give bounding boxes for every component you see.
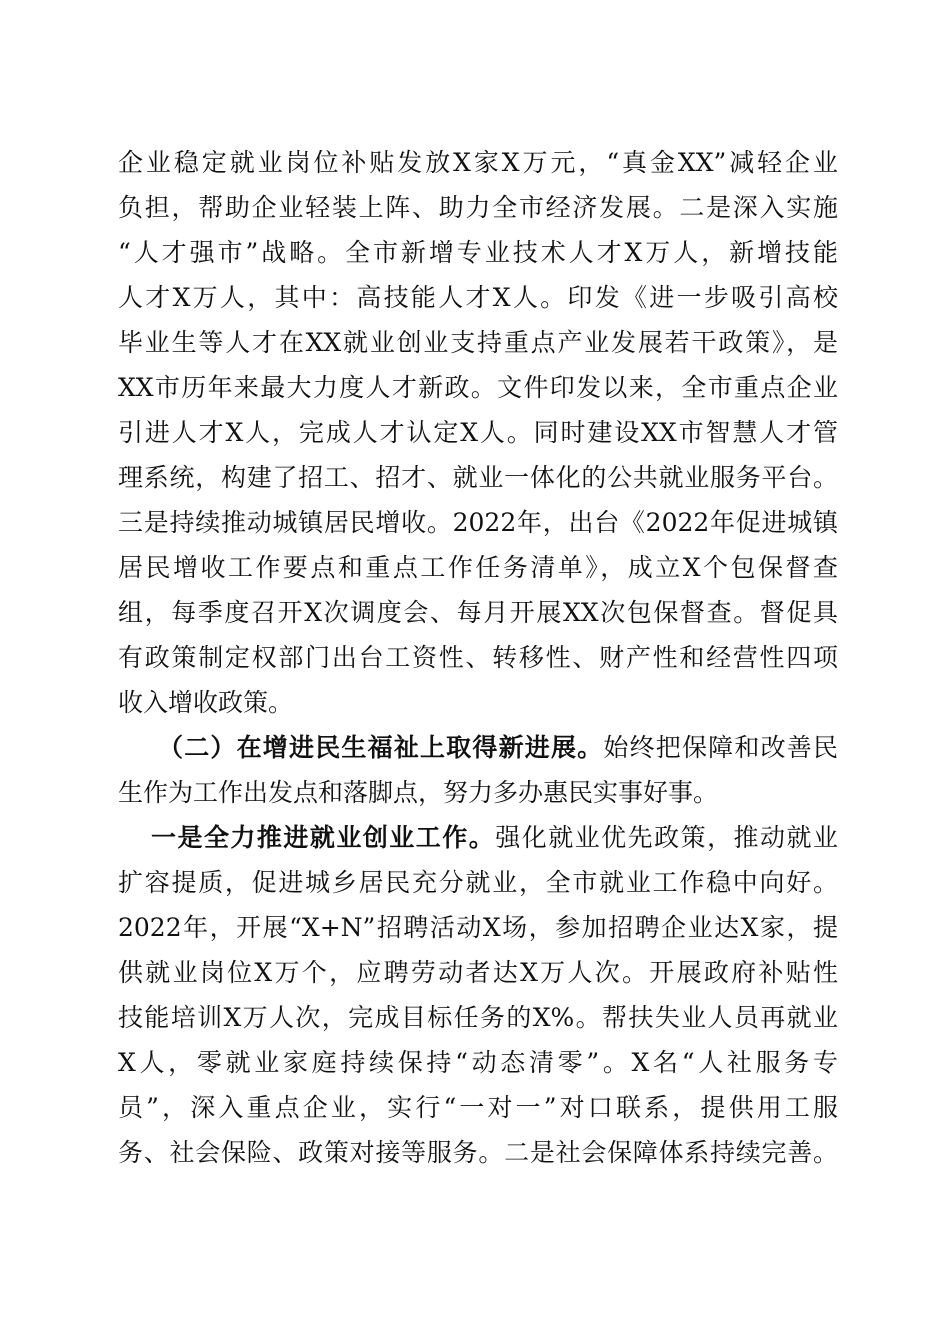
paragraph-lead-rest: 强化就业优先政策，推动就业 (495, 823, 838, 852)
text-line: X人，零就业家庭持续保持“动态清零”。X名“人社服务专 (118, 1048, 838, 1077)
text-line: “人才强市”战略。全市新增专业技术人才X万人，新增技能 (118, 238, 838, 267)
text-line: XX市历年来最大力度人才新政。文件印发以来，全市重点企业 (118, 373, 838, 402)
text-line: 引进人才X人，完成人才认定X人。同时建设XX市智慧人才管 (118, 418, 838, 447)
text-line: 企业稳定就业岗位补贴发放X家X万元，“真金XX”减轻企业 (118, 148, 838, 177)
paragraph-lead-line (118, 815, 838, 860)
paragraph-lead: 一是全力推进就业创业工作。 (151, 823, 496, 852)
paragraph-employment-entrepreneurship (118, 815, 838, 1175)
section-heading: （二）在增进民生福祉上取得新进展。 (158, 733, 604, 762)
text-line: 组，每季度召开X次调度会、每月开展XX次包保督查。督促具 (118, 598, 838, 627)
section-heading-line (118, 725, 838, 770)
section-heading-rest: 始终把保障和改善民 (603, 733, 838, 762)
paragraph-employment-talent-income (118, 140, 838, 725)
text-line: 三是持续推动城镇居民增收。2022年，出台《2022年促进城镇 (118, 508, 838, 537)
text-line: 人才X万人，其中：高技能人才X人。印发《进一步吸引高校 (118, 283, 838, 312)
text-line: 收入增收政策。 (118, 688, 294, 717)
section-livelihood (118, 725, 838, 815)
text-line: 扩容提质，促进城乡居民充分就业，全市就业工作稳中向好。 (118, 868, 838, 897)
text-line: 务、社会保险、政策对接等服务。二是社会保障体系持续完善。 (118, 1138, 838, 1167)
text-line: 理系统，构建了招工、招才、就业一体化的公共就业服务平台。 (118, 463, 838, 492)
text-line: 员”，深入重点企业，实行“一对一”对口联系，提供用工服 (118, 1093, 838, 1122)
text-line: 技能培训X万人次，完成目标任务的X%。帮扶失业人员再就业 (118, 1003, 838, 1032)
text-line: 毕业生等人才在XX就业创业支持重点产业发展若干政策》，是 (118, 328, 838, 357)
text-line: 供就业岗位X万个，应聘劳动者达X万人次。开展政府补贴性 (118, 958, 838, 987)
text-line: 居民增收工作要点和重点工作任务清单》，成立X个包保督查 (118, 553, 838, 582)
text-line: 生作为工作出发点和落脚点，努力多办惠民实事好事。 (118, 778, 719, 807)
text-line: 2022年，开展“X+N”招聘活动X场，参加招聘企业达X家，提 (118, 913, 838, 942)
body-text (118, 140, 838, 1175)
text-line: 有政策制定权部门出台工资性、转移性、财产性和经营性四项 (118, 643, 838, 672)
text-line: 负担，帮助企业轻装上阵、助力全市经济发展。二是深入实施 (118, 193, 838, 222)
